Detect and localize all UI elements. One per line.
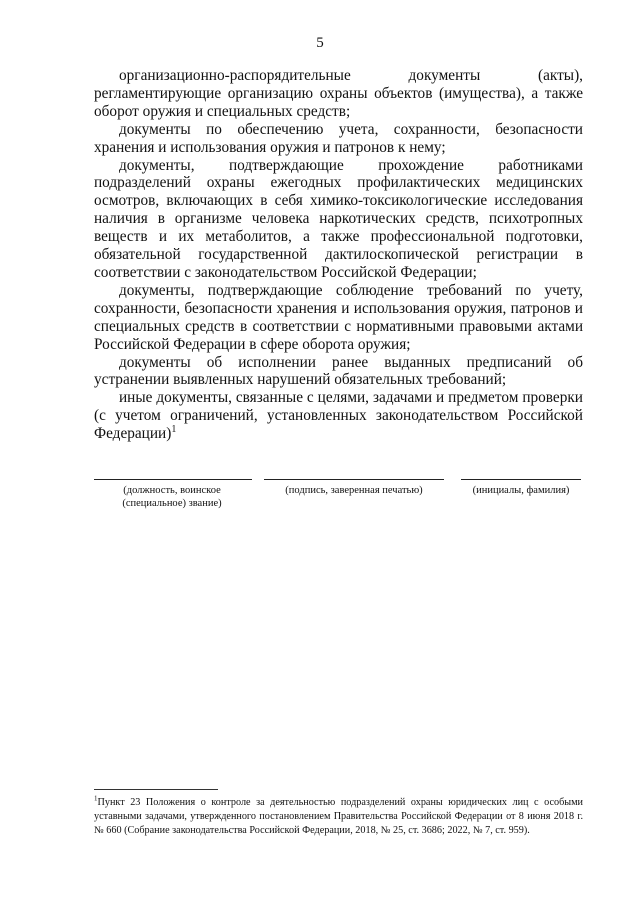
paragraph-orders-execution: документы об исполнении ранее выданных предписаний об устранении выявленных нарушений обязательных требований; — [94, 353, 583, 389]
footnote-reference: 1 — [171, 424, 177, 436]
footnote-marker: 1 — [94, 794, 98, 803]
footnote-divider — [94, 789, 218, 790]
page-number: 5 — [316, 35, 324, 51]
paragraph-other-documents-text: иные документы, связанные с целями, задачами и предметом проверки (с учетом ограничений, установленных законодательством Российской Федерации) — [94, 389, 583, 443]
paragraph-org-documents: организационно-распорядительные документы (акты), регламентирующие организацию охраны объектов (имущества), а также оборот оружия и специальных средств; — [94, 67, 583, 120]
document-body — [94, 67, 583, 443]
footnote-text: Пункт 23 Положения о контроле за деятельностью подразделений охраны юридических лиц с особыми уставными задачами, утвержденного постановлением Правительства Российской Федерации от 8 июня 2018 г. № 660 (Собрание законодательства Российской Федерации, 2018, № 25, ст. 3686; 2022, № 7, ст. 959). — [94, 797, 583, 836]
paragraph-medical-exams: документы, подтверждающие прохождение работниками подразделений охраны ежегодных профилактических медицинских осмотров, включающих в себя химико-токсикологические исследования наличия в организме человека наркотических средств, психотропных веществ и их метаболитов, а также профессиональной подготовки, обязательной государственной дактилоскопической регистрации в соответствии с законодательством Российской Федерации; — [94, 156, 583, 281]
name-caption: (инициалы, фамилия) — [472, 485, 570, 496]
signature-field — [264, 479, 444, 497]
signature-block — [94, 479, 583, 519]
name-field — [461, 479, 581, 497]
signature-line — [264, 479, 444, 480]
position-line — [94, 479, 252, 480]
name-line — [461, 479, 581, 480]
footnote — [94, 796, 583, 837]
signature-caption: (подпись, заверенная печатью) — [285, 485, 423, 496]
paragraph-other-documents — [94, 389, 583, 443]
paragraph-weapons-accounting: документы по обеспечению учета, сохранности, безопасности хранения и использования оружия и патронов к нему; — [94, 120, 583, 156]
paragraph-compliance: документы, подтверждающие соблюдение требований по учету, сохранности, безопасности хранения и использования оружия, патронов и специальных средств в соответствии с нормативными правовыми актами Российской Федерации в сфере оборота оружия; — [94, 281, 583, 353]
position-field — [94, 479, 252, 510]
position-caption: (должность, воинское (специальное) звание) — [122, 485, 222, 509]
